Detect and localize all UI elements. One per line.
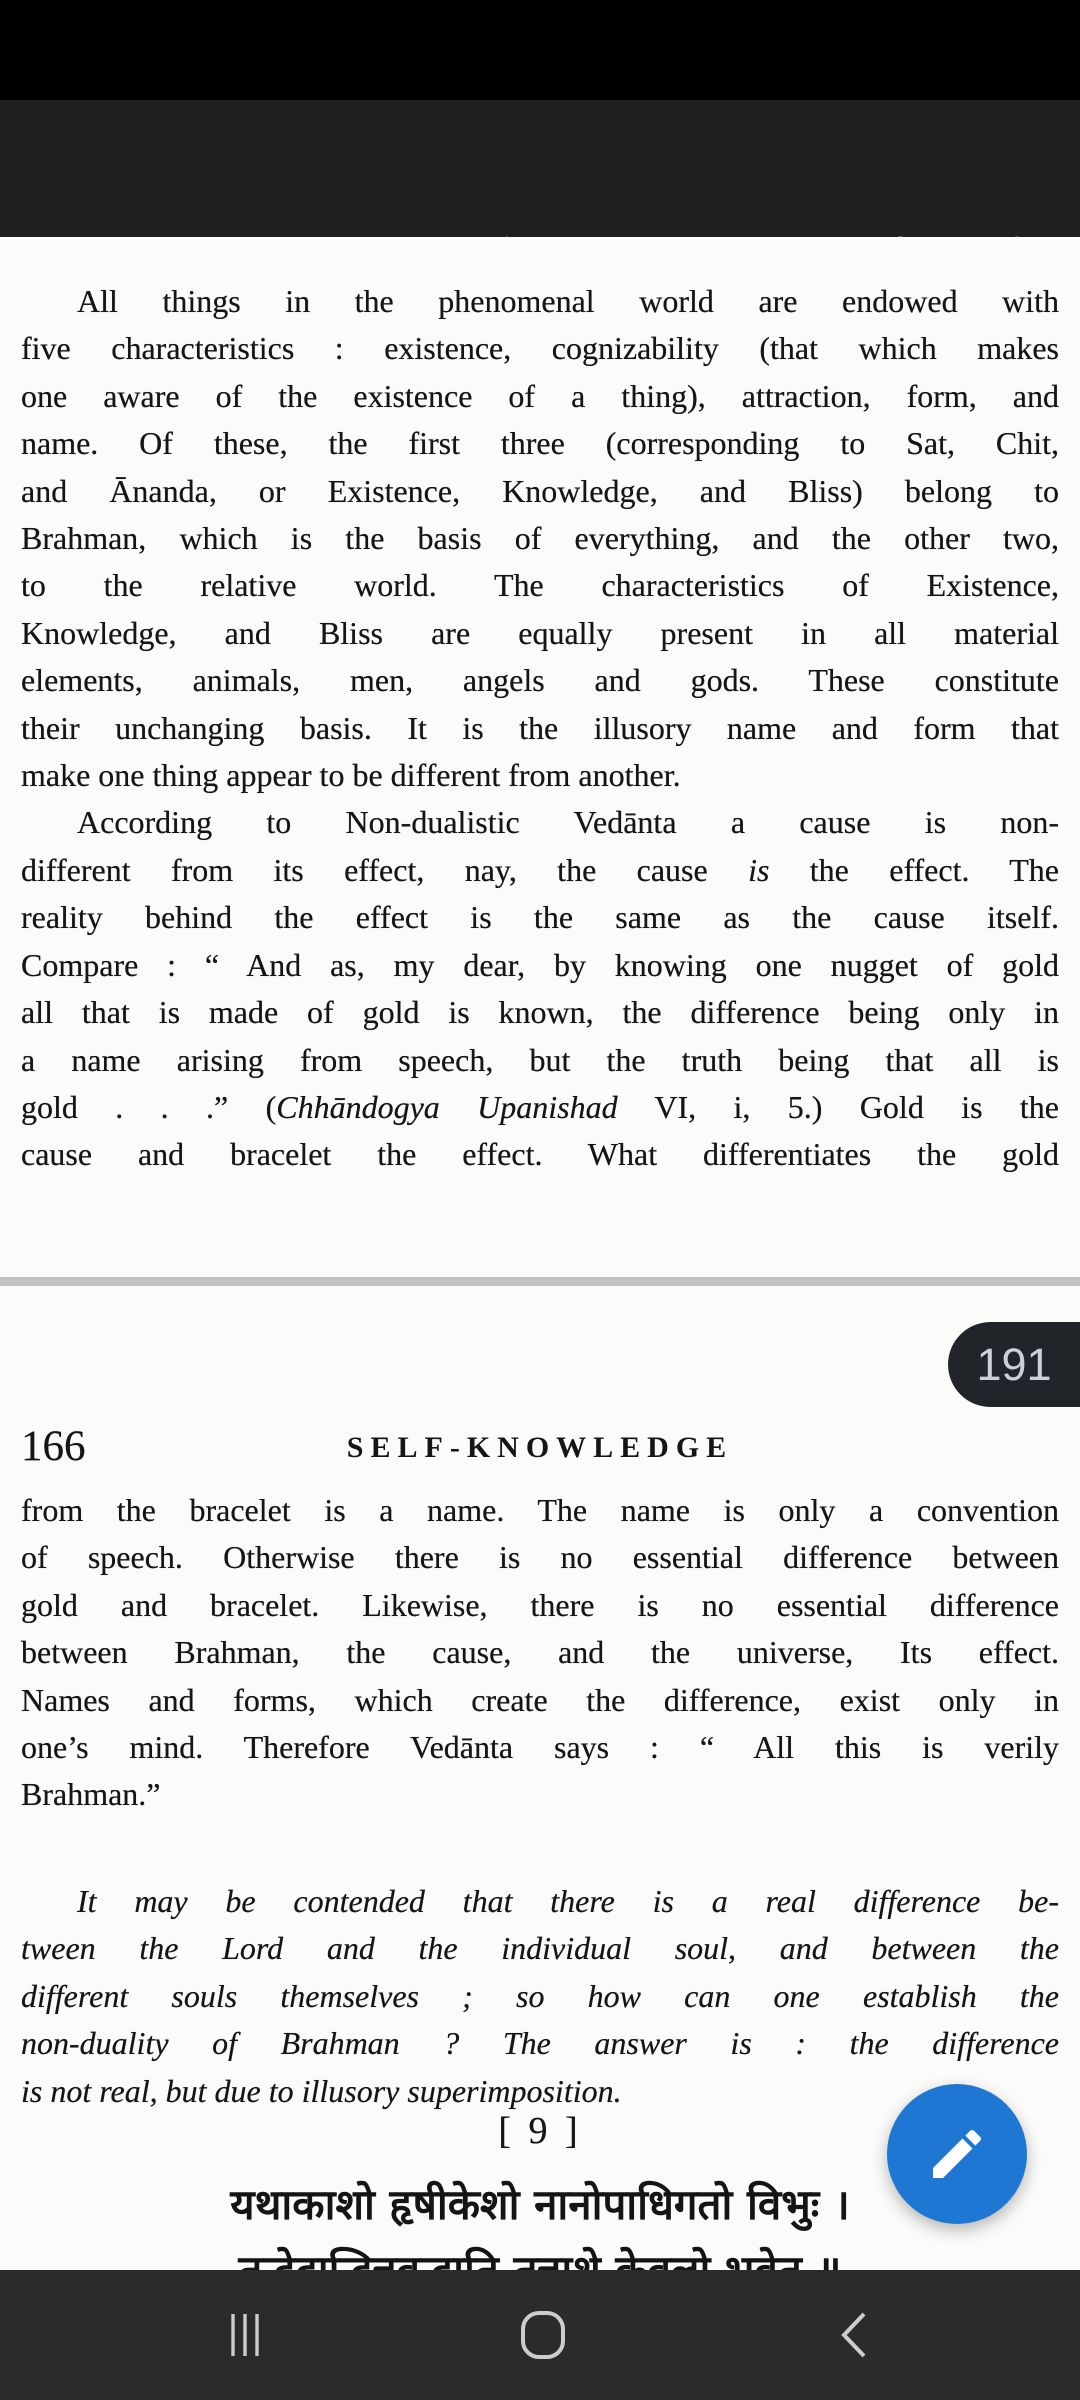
- paragraph: [21, 1487, 1059, 1819]
- text-line: name. Of these, the first three (corresponding to Sat, Chit,: [21, 425, 1059, 462]
- sanskrit-verse-line-partial: [0, 2241, 1080, 2270]
- sanskrit-verse-line: यथाकाशो हृषीकेशो नानोपाधिगतो विभुः ।: [230, 2180, 850, 2229]
- reader-toolbar: [0, 100, 1080, 237]
- page-header: [21, 1409, 1059, 1471]
- text-line: All things in the phenomenal world are endowed with: [77, 283, 1059, 319]
- text-line: tween the Lord and the individual soul, and between the: [21, 1930, 1059, 1967]
- home-icon: [519, 2310, 567, 2360]
- text-line: different from its effect, nay, the cause is the effect. The: [21, 851, 1060, 888]
- text-line: gold and bracelet. Likewise, there is no essential difference: [21, 1586, 1059, 1623]
- running-title: SELF-KNOWLEDGE: [346, 1431, 734, 1464]
- page-1-text: [21, 278, 1059, 1179]
- paragraph: [21, 1878, 1059, 2115]
- text-line: and Ānanda, or Existence, Knowledge, and Bliss) belong to: [21, 472, 1059, 509]
- pencil-icon: [925, 2122, 989, 2186]
- paragraph: [21, 278, 1059, 799]
- text-line: According to Non-dualistic Vedānta a cause is non-: [77, 804, 1059, 841]
- text-line: a name arising from speech, but the truth being that all is: [21, 1041, 1059, 1078]
- page-2-text: [21, 1487, 1059, 1819]
- verse-number: [ 9 ]: [498, 2110, 582, 2152]
- text-line: between Brahman, the cause, and the universe, Its effect.: [21, 1634, 1059, 1671]
- back-chevron-icon: [836, 2310, 870, 2360]
- text-line: cause and bracelet the effect. What differentiates the gold: [21, 1136, 1059, 1173]
- android-nav-bar: [0, 2270, 1080, 2400]
- home-button[interactable]: [508, 2302, 578, 2368]
- text-line: is not real, but due to illusory superimposition.: [21, 2072, 622, 2109]
- text-line: non-duality of Brahman ? The answer is : the difference: [21, 2025, 1059, 2062]
- text-line: Names and forms, which create the difference, exist only in: [21, 1681, 1059, 1718]
- recent-apps-icon: [220, 2311, 270, 2359]
- text-line: from the bracelet is a name. The name is only a convention: [21, 1492, 1059, 1528]
- text-line: different souls themselves ; so how can one establish the: [21, 1977, 1059, 2014]
- recent-apps-button[interactable]: [210, 2302, 280, 2368]
- text-line: gold . . .” (Chhāndogya Upanishad VI, i, 5.) Gold is the: [21, 1088, 1060, 1125]
- text-line: five characteristics : existence, cognizability (that which makes: [21, 330, 1059, 367]
- back-nav-button[interactable]: [818, 2302, 888, 2368]
- text-line: Knowledge, and Bliss are equally present in all material: [21, 614, 1059, 651]
- commentary-text: [21, 1878, 1059, 2115]
- text-line: It may be contended that there is a real difference be-: [77, 1883, 1059, 1919]
- text-line: Brahman.”: [21, 1776, 161, 1813]
- document-view[interactable]: [0, 237, 1080, 2270]
- text-line: one’s mind. Therefore Vedānta says : “ All this is verily: [21, 1729, 1059, 1766]
- annotate-fab[interactable]: [887, 2084, 1027, 2224]
- text-line: of speech. Otherwise there is no essential difference between: [21, 1539, 1059, 1576]
- text-line: to the relative world. The characteristics of Existence,: [21, 567, 1059, 604]
- text-line: their unchanging basis. It is the illusory name and form that: [21, 709, 1059, 746]
- page-break-divider: [0, 1277, 1080, 1286]
- text-line: Brahman, which is the basis of everything, and the other two,: [21, 520, 1059, 557]
- paragraph: [21, 799, 1059, 1178]
- text-line: reality behind the effect is the same as the cause itself.: [21, 899, 1059, 936]
- text-line: make one thing appear to be different from another.: [21, 757, 681, 794]
- text-line: one aware of the existence of a thing), attraction, form, and: [21, 377, 1059, 414]
- status-bar: [0, 0, 1080, 100]
- text-line: all that is made of gold is known, the difference being only in: [21, 994, 1059, 1031]
- folio-number: 166: [21, 1423, 86, 1470]
- scroll-page-badge[interactable]: 191: [948, 1322, 1080, 1407]
- text-line: elements, animals, men, angels and gods. These constitute: [21, 662, 1059, 699]
- text-line: Compare : “ And as, my dear, by knowing one nugget of gold: [21, 946, 1059, 983]
